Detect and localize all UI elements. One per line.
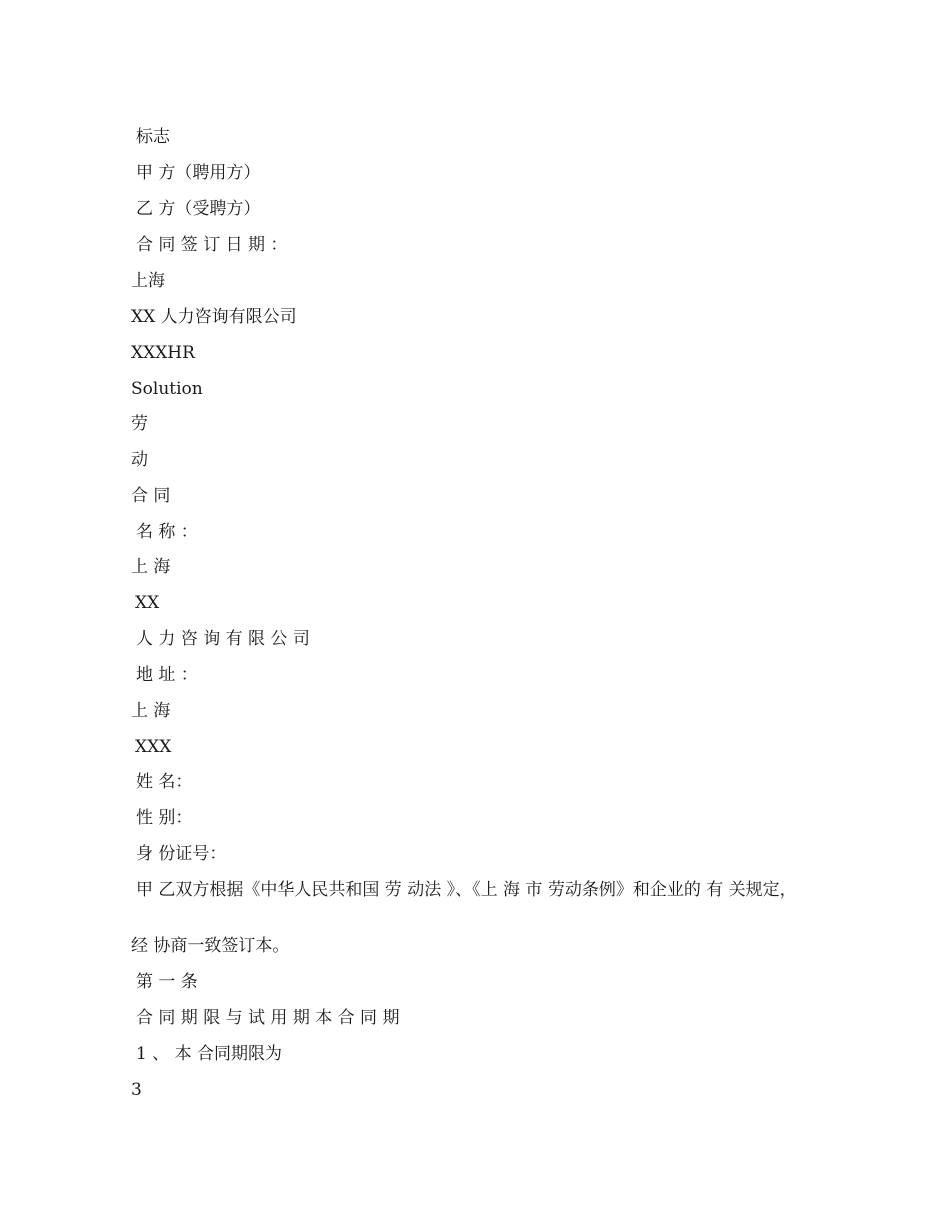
address-label: 地 址 ： xyxy=(136,665,198,685)
logo-label: 标志 xyxy=(136,127,170,147)
party-b-label: 乙 方（受聘方） xyxy=(136,199,261,219)
name-xx: XX xyxy=(135,593,160,613)
name-company: 人 力 咨 询 有 限 公 司 xyxy=(136,629,310,649)
clause-1-value: 3 xyxy=(131,1080,142,1100)
title-char-3: 合 同 xyxy=(131,486,171,506)
brand-subtext: Solution xyxy=(131,379,203,399)
name-label: 名 称 ： xyxy=(136,522,198,542)
article-one-heading: 第 一 条 xyxy=(136,972,198,992)
id-number-label: 身 份证号： xyxy=(136,844,227,864)
article-one-title: 合 同 期 限 与 试 用 期 本 合 同 期 xyxy=(136,1008,400,1028)
clause-1: 1 、 本 合同期限为 xyxy=(136,1044,283,1064)
preamble-continued: 经 协商一致签订本。 xyxy=(131,936,290,956)
gender-label: 性 别： xyxy=(136,808,193,828)
city-text: 上海 xyxy=(131,271,165,291)
title-char-2: 动 xyxy=(131,450,148,470)
signing-date-label: 合 同 签 订 日 期 ： xyxy=(136,235,288,255)
party-a-label: 甲 方（聘用方） xyxy=(136,163,261,183)
brand-text: XXXHR xyxy=(131,343,195,363)
name-city: 上 海 xyxy=(131,557,171,577)
title-char-1: 劳 xyxy=(131,414,148,434)
employee-name-label: 姓 名： xyxy=(136,772,193,792)
company-name: XX 人力咨询有限公司 xyxy=(131,307,297,327)
address-xxx: XXX xyxy=(135,737,172,757)
address-city: 上 海 xyxy=(131,701,171,721)
preamble-paragraph: 甲 乙双方根据《中华人民共和国 劳 动法 》、《上 海 市 劳动条例》和企业的 有 关规定， xyxy=(136,880,797,900)
